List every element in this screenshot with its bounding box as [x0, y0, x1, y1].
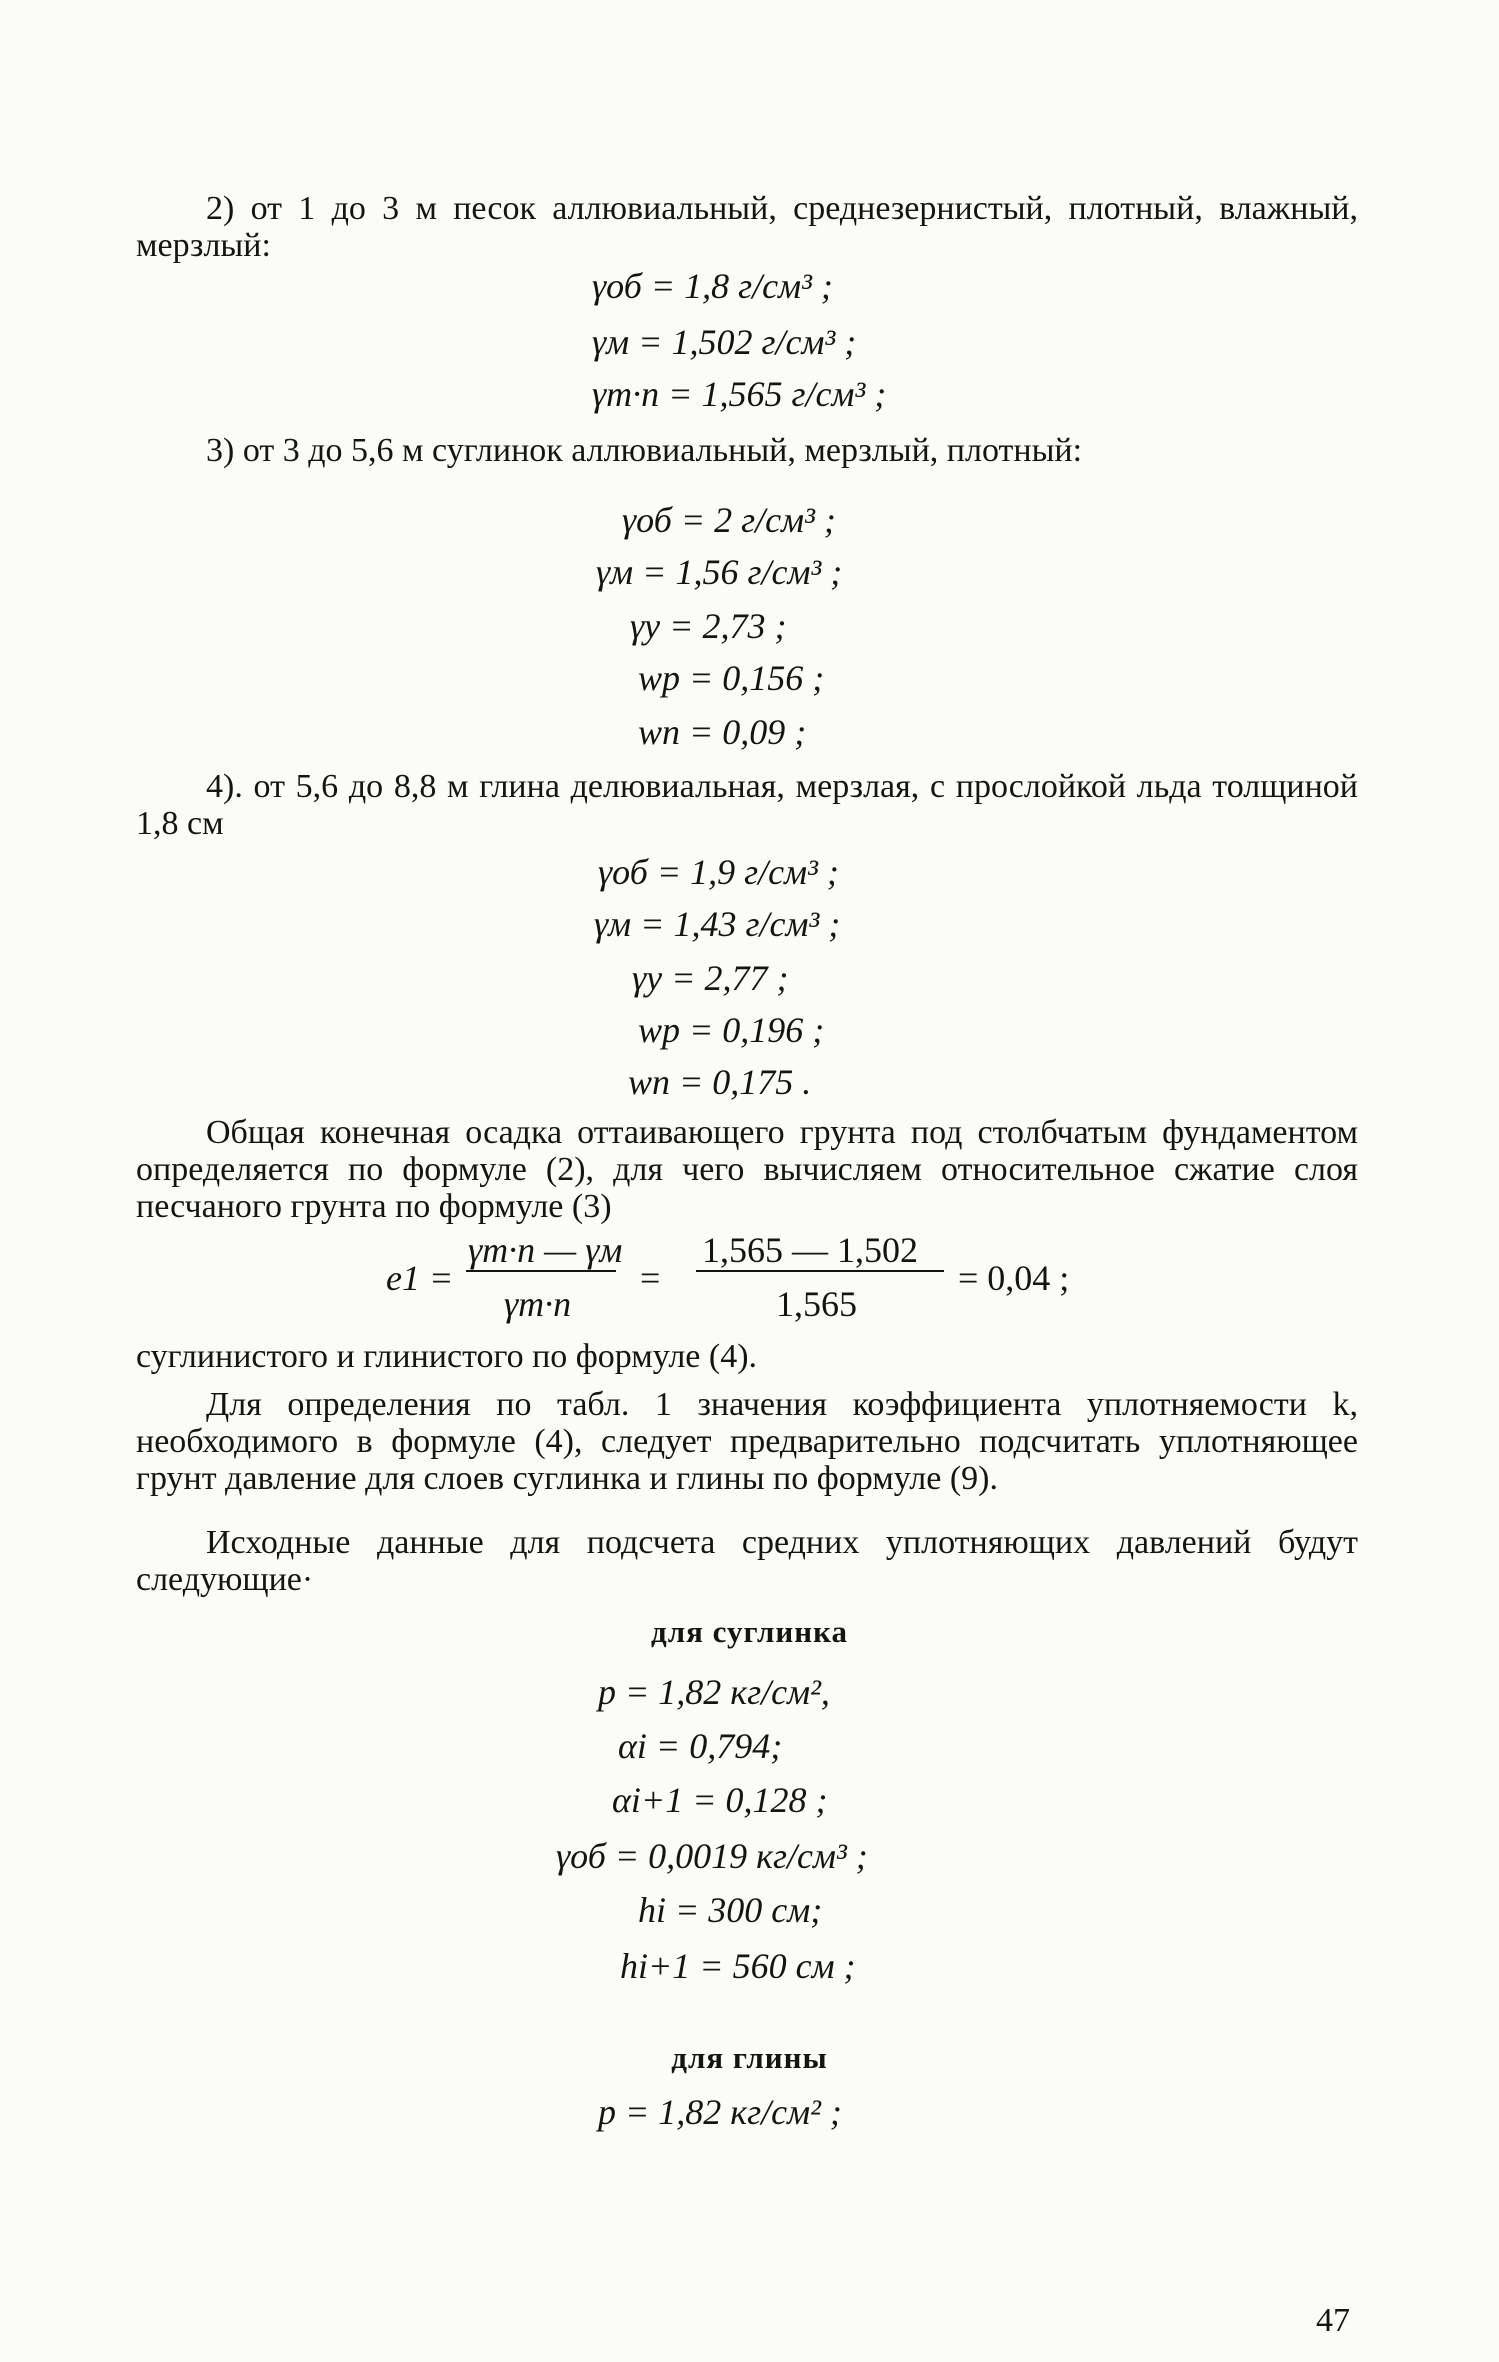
paragraph-layer-4: 4). от 5,6 до 8,8 м глина делювиальная, мерзлая, с прослойкой льда толщиной 1,8 см	[136, 768, 1358, 842]
fraction-numerator: 1,565 — 1,502	[702, 1230, 918, 1270]
heading-clay: для глины	[671, 2040, 828, 2075]
fraction-bar	[696, 1270, 944, 1272]
paragraph-layer-3: 3) от 3 до 5,6 м суглинок аллювиальный, мерзлый, плотный:	[206, 432, 1083, 469]
heading-loam: для суглинка	[651, 1614, 848, 1649]
fraction-bar	[466, 1270, 616, 1272]
paragraph-compaction-coefficient: Для определения по табл. 1 значения коэффициента уплотняемости k, необходимого в формуле (4), следует предварительно подсчитать уплотняющее грунт давление для слоев суглинка и глины по формуле (9).	[136, 1386, 1358, 1497]
fraction-denominator: 1,565	[776, 1284, 857, 1324]
page-number: 47	[1316, 2302, 1350, 2339]
paragraph-loam-clay: суглинистого и глинистого по формуле (4).	[136, 1338, 758, 1375]
paragraph-layer-2: 2) от 1 до 3 м песок аллювиальный, среднезернистый, плотный, влажный, мерзлый:	[136, 190, 1358, 264]
formula-result: = 0,04 ;	[958, 1258, 1070, 1298]
paragraph-total-settlement: Общая конечная осадка оттаивающего грунта под столбчатым фундаментом определяется по формуле (2), для чего вычисляем относительное сжатие слоя песчаного грунта по формуле (3)	[136, 1114, 1358, 1225]
formula-equals: =	[640, 1258, 661, 1298]
paragraph-input-data: Исходные данные для подсчета средних уплотняющих давлений будут следующие·	[136, 1524, 1358, 1598]
formula-lhs: e1 =	[386, 1258, 454, 1298]
fraction-numerator: γт·п — γм	[468, 1230, 623, 1270]
fraction-denominator: γт·п	[504, 1284, 572, 1324]
document-page: 2) от 1 до 3 м песок аллювиальный, среднезернистый, плотный, влажный, мерзлый: γоб = 1,8 г/см³ ; γм = 1,502 г/см³ ; γт·п = 1,565 г/см³ ; 3) от 3 до 5,6 м суглинок аллювиальный, мерзлый, плотный: γоб = 2 г/см³ ; γм = 1,56 г/см³ ; γу = 2,73 ; wр = 0,156 ; wп = 0,09 ; 4). от 5,6 до 8,8 м глина делювиальная, мерзлая, с прослойкой льда толщиной 1,8 см γоб = 1,9 г/см³ ; γм = 1,43 г/см³ ; γу = 2,77 ; wр = 0,196 ; wп = 0,175 . Общая конечная осадка оттаивающего грунта под столбчатым фундаментом определяется по формуле (2), для чего вычисляем относительное сжатие слоя песчаного грунта по формуле (3) e1 = γт·п — γм γт·п = 1,565 — 1,502 1,565 = 0,04 ; суглинистого и глинистого по формуле (4). Для определения по табл. 1 значения коэффициента уплотняемости k, необходимого в формуле (4), следует предварительно подсчитать уплотняющее грунт давление для слоев суглинка и глины по формуле (9). Исходные данные для подсчета средних уплотняющих давлений будут следующие· для суглинка p = 1,82 кг/см², αi = 0,794; αi+1 = 0,128 ; γоб = 0,0019 кг/см³ ; hi = 300 см; hi+1 = 560 см ; для глины p = 1,82 кг/см² ; 47	[0, 0, 1499, 2362]
